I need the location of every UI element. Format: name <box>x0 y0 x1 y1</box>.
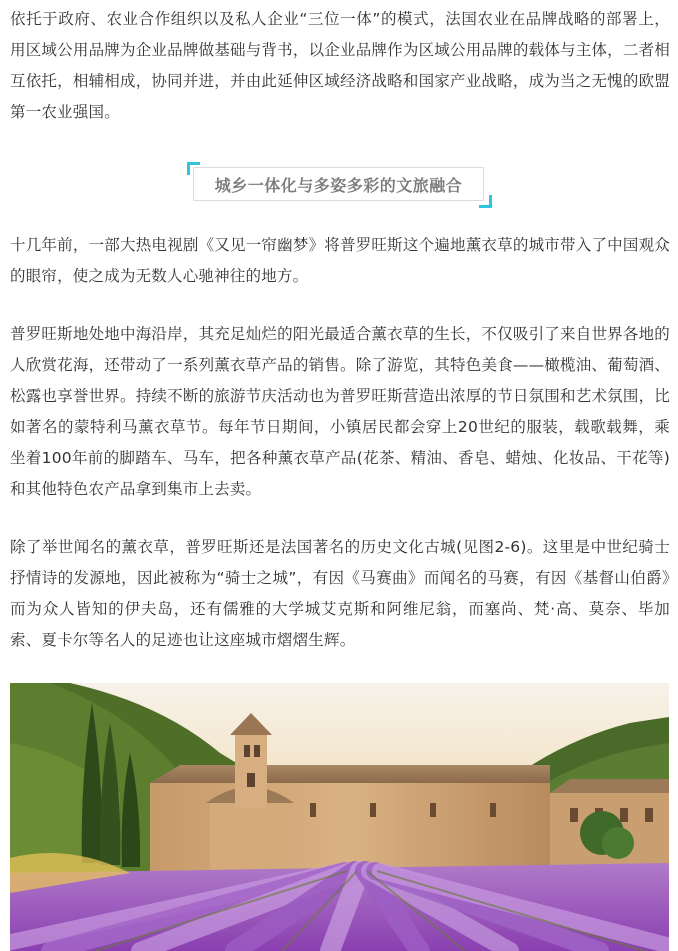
corner-accent-bottom-right <box>479 195 492 208</box>
paragraph-provence-history: 除了举世闻名的薰衣草，普罗旺斯还是法国著名的历史文化古城(见图2-6)。这里是中世纪骑士抒情诗的发源地，因此被称为“骑士之城”，有因《马赛曲》而闻名的马赛，有因《基督山伯爵》而为众人皆知的伊夫岛，还有儒雅的大学城艾克斯和阿维尼翁，而塞尚、梵·高、莫奈、毕加索、夏卡尔等名人的足迹也让这座城市熠熠生辉。 <box>10 538 670 649</box>
paragraph-tv-drama: 十几年前，一部大热电视剧《又见一帘幽梦》将普罗旺斯这个遍地薰衣草的城市带入了中国观众的眼帘，使之成为无数人心驰神往的地方。 <box>10 236 670 285</box>
paragraph-provence-lavender: 普罗旺斯地处地中海沿岸，其充足灿烂的阳光最适合薰衣草的生长，不仅吸引了来自世界各地的人欣赏花海，还带动了一系列薰衣草产品的销售。除了游览，其特色美食——橄榄油、葡萄酒、松露也享誉世界。持续不断的旅游节庆活动也为普罗旺斯营造出浓厚的节日氛围和艺术氛围，比如著名的蒙特利马薰衣草节。每年节日期间，小镇居民都会穿上20世纪的服装，载歌载舞，乘坐着100年前的脚踏车、马车，把各种薰衣草产品(花茶、精油、香皂、蜡烛、化妆品、干花等)和其他特色农产品拿到集市上去卖。 <box>10 325 670 498</box>
paragraph-branding-strategy: 依托于政府、农业合作组织以及私人企业“三位一体”的模式，法国农业在品牌战略的部署上，用区域公用品牌为企业品牌做基础与背书，以企业品牌作为区域公用品牌的载体与主体，二者相互依托，相辅相成，协同并进，并由此延伸区域经济战略和国家产业战略，成为当之无愧的欧盟第一农业强国。 <box>10 10 670 121</box>
section-title-box <box>193 167 484 201</box>
lavender-abbey-photo <box>10 683 669 951</box>
section-title-frame <box>187 162 492 208</box>
section-title: 城乡一体化与多姿多彩的文旅融合 <box>214 175 463 195</box>
